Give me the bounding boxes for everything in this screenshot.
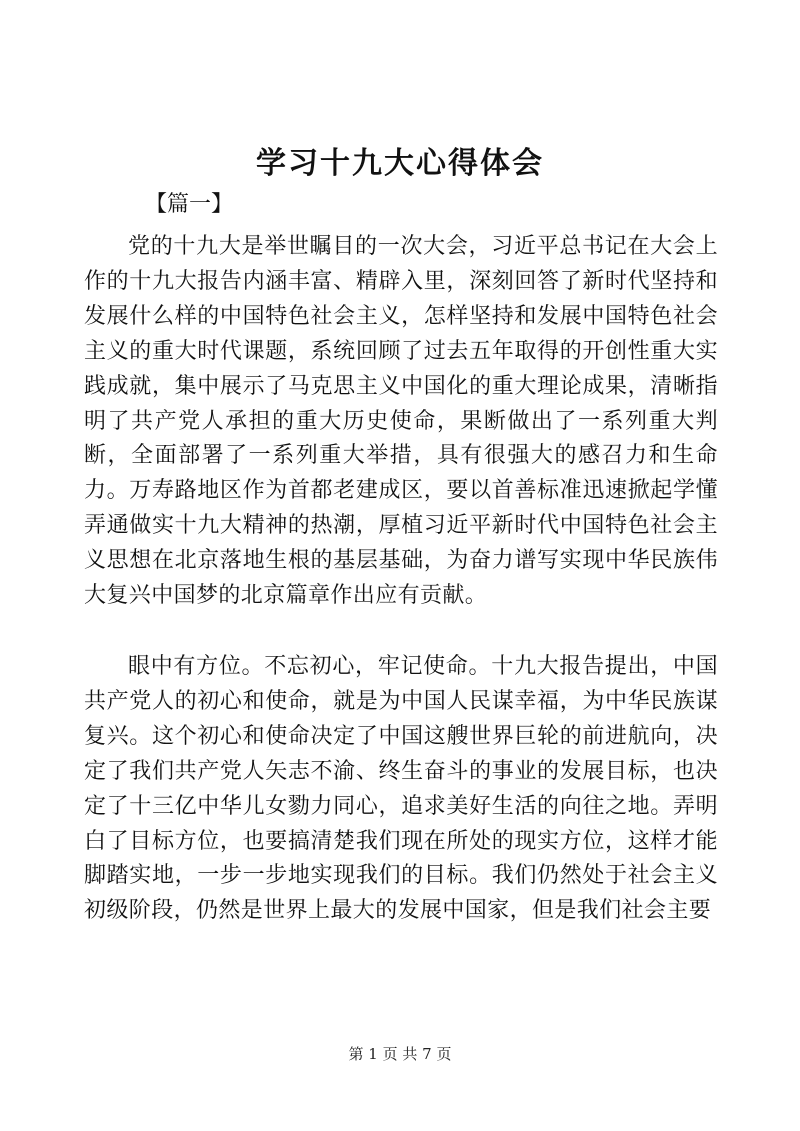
page-footer: 第 1 页 共 7 页 bbox=[348, 1045, 452, 1063]
body-paragraph-2: 眼中有方位。不忘初心，牢记使命。十九大报告提出，中国共产党人的初心和使命，就是为中国人民谋幸福，为中华民族谋复兴。这个初心和使命决定了中国这艘世界巨轮的前进航向，决定了我们共产党人矢志不渝、终生奋斗的事业的发展目标，也决定了十三亿中华儿女勠力同心，追求美好生活的向往之地。弄明白了目标方位，也要搞清楚我们现在所处的现实方位，这样才能脚踏实地，一步一步地实现我们的目标。我们仍然处于社会主义初级阶段，仍然是世界上最大的发展中国家，但是我们社会主要 bbox=[84, 654, 718, 924]
section-label: 【篇一】 bbox=[145, 192, 234, 217]
document-title: 学习十九大心得体会 bbox=[256, 146, 544, 181]
body-paragraph-1: 党的十九大是举世瞩目的一次大会，习近平总书记在大会上作的十九大报告内涵丰富、精辟入里，深刻回答了新时代坚持和发展什么样的中国特色社会主义，怎样坚持和发展中国特色社会主义的重大时代课题，系统回顾了过去五年取得的开创性重大实践成就，集中展示了马克思主义中国化的重大理论成果，清晰指明了共产党人承担的重大历史使命，果断做出了一系列重大判断，全面部署了一系列重大举措，具有很强大的感召力和生命力。万寿路地区作为首都老建成区，要以首善标准迅速掀起学懂弄通做实十九大精神的热潮，厚植习近平新时代中国特色社会主义思想在北京落地生根的基层基础，为奋力谱写实现中华民族伟大复兴中国梦的北京篇章作出应有贡献。 bbox=[84, 234, 718, 609]
